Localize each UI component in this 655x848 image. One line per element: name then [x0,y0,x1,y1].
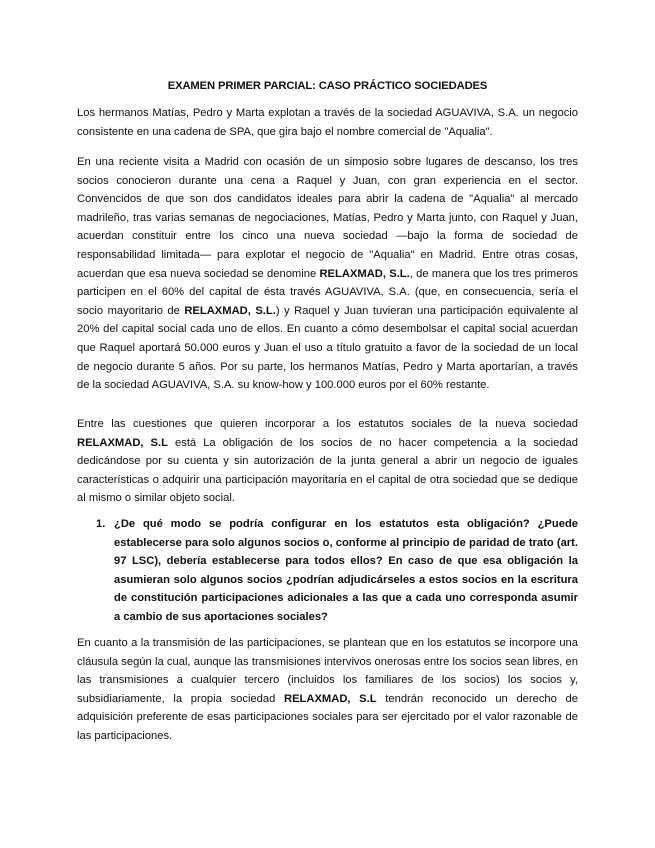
company-name: RELAXMAD, S.L [284,692,377,705]
paragraph-intro [77,104,578,141]
company-name: RELAXMAD, S.L. [184,304,276,317]
paragraph-constitution-part1: En una reciente visita a Madrid con ocasión de un simposio sobre lugares de descanso, los tres socios conocieron durante una cena a Raquel y Juan, con gran experiencia en el sector. Convencidos de que son dos candidatos ideales para abrir la cadena de "Aqualia" al mercado madrileño, tras varias semanas de negociaciones, Matías, Pedro y Marta junto, con Raquel y Juan, acuerdan constituir entre los cinco una nueva sociedad —bajo la forma de sociedad de responsabilidad limitada— para explotar el negocio de "Aqualia" en Madrid. Entre otras cosas, acuerdan que esa nueva sociedad se denomine [77,156,578,280]
question-text: ¿De qué modo se podría configurar en los estatutos esta obligación? ¿Puede establecerse para solo algunos socios o, conforme al principio de paridad de trato (art. 97 LSC), debería establecerse para todos ellos? En caso de que esa obligación la asumieran solo algunos socios ¿podrían adjudicárseles a estos socios en la escritura de constitución participaciones adicionales a las que a cada uno corresponda asumir a cambio de sus aportaciones sociales? [114,518,578,623]
paragraph-statutes-part1: Entre las cuestiones que quieren incorporar a los estatutos sociales de la nueva sociedad [77,418,578,430]
paragraph-constitution-part2: , de manera que los tres primeros participen en el 60% del capital de ésta través AGUAVIVA, S.A. (que, en consecuencia, sería el socio mayoritario de [77,267,578,317]
paragraph-transfer [77,634,578,746]
paragraph-transfer-part1: En cuanto a la transmisión de las participaciones, se plantean que en los estatutos se incorpore una cláusula según la cual, aunque las transmisiones intervivos onerosas entre los socios sean libres, en las transmisiones a cualquier tercero (incluidos los familiares de los socios) los socios y, subsidiariamente, la propia sociedad [77,637,578,705]
paragraph-statutes [77,415,578,508]
company-name: RELAXMAD, S.L. [319,267,410,280]
company-name: RELAXMAD, S.L [77,436,168,449]
page-title: EXAMEN PRIMER PARCIAL: CASO PRÁCTICO SOCIEDADES [167,80,488,92]
paragraph-constitution-part3: ) y Raquel y Juan tuvieran una participación equivalente al 20% del capital social cada uno de ellos. En cuanto a cómo desembolsar el capital social acuerdan que Raquel aportará 50.000 euros y Juan el uso a título gratuito a favor de la sociedad de un local de negocio durante 5 años. Por su parte, los hermanos Matías, Pedro y Marta aportarían, a través de la sociedad AGUAVIVA, S.A. su know-how y 100.000 euros por el 60% restante. [77,304,579,392]
paragraph-constitution [77,153,578,395]
question-item [96,515,578,627]
paragraph-statutes-part2: está La obligación de los socios de no hacer competencia a la sociedad dedicándose por su cuenta y sin autorización de la junta general a abrir un negocio de iguales características o adquirir una participación mayoritaria en el capital de otra sociedad que se dedique al mismo o similar objeto social. [77,436,578,505]
paragraph-transfer-part2: tendrán reconocido un derecho de adquisición preferente de esas participaciones sociales para ser ejercitado por el valor razonable de las participaciones. [77,692,578,742]
question-number: 1. [96,518,106,530]
paragraph-intro-text: Los hermanos Matías, Pedro y Marta explotan a través de la sociedad AGUAVIVA, S.A. un negocio consistente en una cadena de SPA, que gira bajo el nombre comercial de "Aqualia". [77,107,578,138]
